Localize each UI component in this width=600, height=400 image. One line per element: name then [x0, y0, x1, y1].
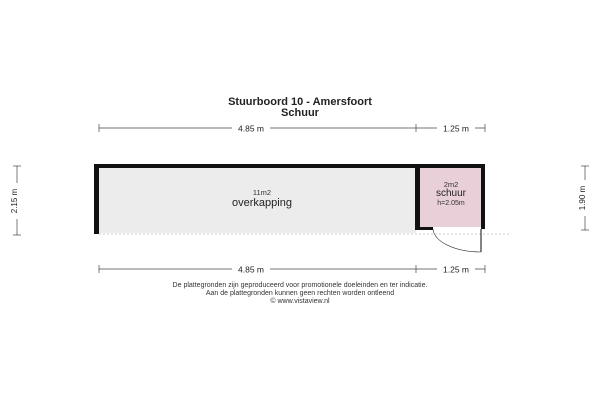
left-height-dimension: 2.15 m: [10, 188, 19, 214]
disclaimer-line-1: De plattegronden zijn geproduceerd voor promotionele doeleinden en ter indicatie.: [172, 282, 428, 289]
top-right-dimension: 1.25 m: [443, 123, 469, 134]
disclaimer-line-3: © www.vistaview.nl: [270, 298, 330, 305]
plan-floor-title: Schuur: [281, 107, 319, 119]
schuur-label: schuur: [435, 188, 467, 199]
disclaimer: [0, 282, 600, 306]
right-height-dimension: 1.90 m: [578, 185, 587, 211]
overkapping-label: overkapping: [232, 197, 292, 209]
top-left-dimension: 4.85 m: [238, 123, 264, 134]
schuur-height: h=2.05m: [437, 200, 465, 207]
plan-address-title: Stuurboord 10 - Amersfoort: [228, 96, 372, 108]
schuur-area: 2m2: [443, 180, 459, 189]
top-dimension-line: [99, 123, 485, 133]
door-swing: [433, 229, 481, 252]
bottom-right-dimension: 1.25 m: [443, 264, 469, 275]
disclaimer-line-2: Aan de plattegronden kunnen geen rechten worden ontleend: [205, 290, 395, 297]
overkapping-area: 11m2: [252, 188, 272, 197]
bottom-dimension-line: [99, 264, 485, 274]
bottom-left-dimension: 4.85 m: [238, 264, 264, 275]
